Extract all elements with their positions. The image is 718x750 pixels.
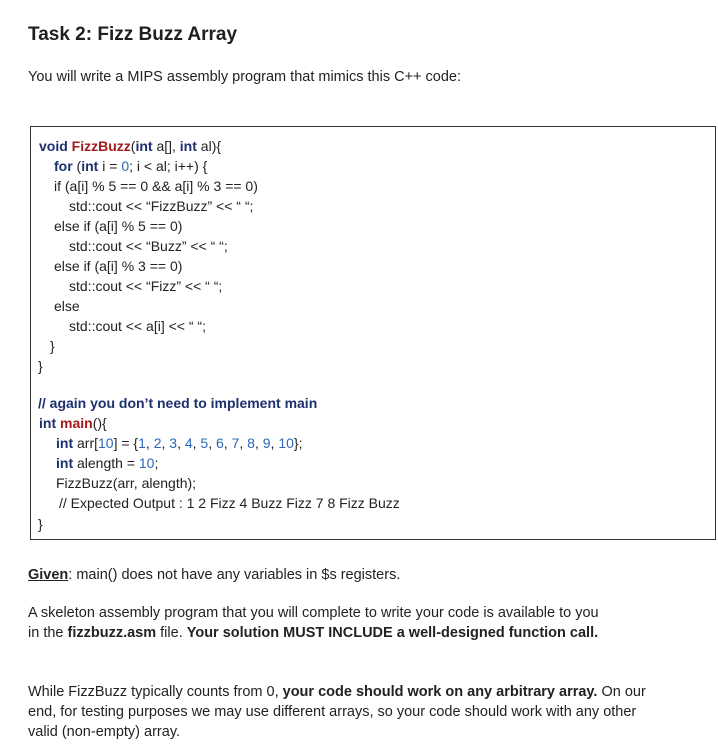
code-text: arr[ xyxy=(73,435,98,451)
skeleton-text: file. xyxy=(156,625,187,641)
code-line: std::cout << “FizzBuzz” << “ “; xyxy=(69,198,254,214)
code-line-brace: } xyxy=(50,338,55,354)
code-text: }; xyxy=(293,435,303,451)
code-line: std::cout << a[i] << “ “; xyxy=(69,318,206,334)
array-separator: , xyxy=(177,435,185,451)
given-label: Given xyxy=(28,567,69,583)
code-line-array xyxy=(56,434,302,452)
code-text: ; xyxy=(154,455,159,471)
code-text: ( xyxy=(72,158,82,174)
array-separator: , xyxy=(161,435,170,451)
intro-text: You will write a MIPS assembly program that mimics this C++ code: xyxy=(28,69,462,85)
code-text: i = xyxy=(98,158,122,174)
array-separator: , xyxy=(192,435,201,451)
skeleton-paragraph xyxy=(28,603,613,643)
code-line-brace: } xyxy=(38,358,43,374)
code-comment: // again you don’t need to implement main xyxy=(38,395,318,411)
code-keyword: void xyxy=(39,138,68,154)
skeleton-text: A skeleton assembly program that you will complete to write your code is available to you in the xyxy=(28,605,599,641)
code-text: ; i < al; i++) { xyxy=(129,158,208,174)
code-keyword: int xyxy=(56,435,74,451)
code-number: 0 xyxy=(121,158,130,174)
code-line-brace: } xyxy=(38,516,43,532)
array-value: 6 xyxy=(216,435,224,451)
array-value: 9 xyxy=(262,435,271,451)
code-line-call: FizzBuzz(arr, alength); xyxy=(56,475,197,491)
code-line-main-signature xyxy=(39,414,107,432)
skeleton-requirement: Your solution MUST INCLUDE a well-designed function call. xyxy=(186,625,599,641)
code-line-length xyxy=(56,454,158,472)
array-separator: , xyxy=(239,435,248,451)
code-text: alength = xyxy=(73,455,139,471)
code-keyword: int xyxy=(56,455,74,471)
given-paragraph xyxy=(28,565,678,585)
array-separator: , xyxy=(270,435,279,451)
code-function-name: main xyxy=(60,415,93,431)
code-line: std::cout << “Fizz” << “ “; xyxy=(69,278,223,294)
array-value: 4 xyxy=(184,435,193,451)
code-keyword: int xyxy=(81,158,99,174)
code-keyword: int xyxy=(39,415,57,431)
code-text: a[], xyxy=(152,138,180,154)
code-number: 10 xyxy=(138,455,155,471)
arbitrary-text: While FizzBuzz typically counts from 0, xyxy=(28,684,283,700)
array-value: 1 xyxy=(138,435,146,451)
code-line-signature xyxy=(39,137,221,155)
array-separator: , xyxy=(254,435,263,451)
code-text: al){ xyxy=(196,138,222,154)
arbitrary-text: On our end, for testing purposes we may use different arrays, so your code should work with any other valid (non-empty) array. xyxy=(28,684,646,740)
array-separator: , xyxy=(208,435,216,451)
code-line: if (a[i] % 5 == 0 && a[i] % 3 == 0) xyxy=(54,178,258,194)
arbitrary-paragraph xyxy=(28,682,668,742)
code-line: else if (a[i] % 3 == 0) xyxy=(54,258,183,274)
array-value: 2 xyxy=(153,435,162,451)
code-line: else if (a[i] % 5 == 0) xyxy=(54,218,183,234)
array-value: 5 xyxy=(200,435,209,451)
array-separator: , xyxy=(145,435,154,451)
array-value: 3 xyxy=(169,435,178,451)
array-value: 8 xyxy=(247,435,255,451)
code-line-expected-output: // Expected Output : 1 2 Fizz 4 Buzz Fizz 7 8 Fizz Buzz xyxy=(59,495,400,511)
array-separator: , xyxy=(223,435,232,451)
code-block xyxy=(30,126,716,540)
code-keyword: int xyxy=(179,138,197,154)
code-keyword: for xyxy=(54,158,73,174)
page-title: Task 2: Fizz Buzz Array xyxy=(28,24,238,45)
code-line-for xyxy=(54,157,207,175)
code-keyword: int xyxy=(135,138,153,154)
array-value: 10 xyxy=(278,435,294,451)
code-text: ] = { xyxy=(113,435,139,451)
array-values xyxy=(138,435,294,451)
code-text: ( xyxy=(130,138,136,154)
code-function-name: FizzBuzz xyxy=(71,138,131,154)
arbitrary-requirement: your code should work on any arbitrary array. xyxy=(282,684,598,700)
code-line: else xyxy=(54,298,80,314)
code-text: (){ xyxy=(92,415,107,431)
skeleton-filename: fizzbuzz.asm xyxy=(67,625,157,641)
code-line: std::cout << “Buzz” << “ “; xyxy=(69,238,228,254)
given-text: : main() does not have any variables in $s registers. xyxy=(68,567,401,583)
code-number: 10 xyxy=(98,435,114,451)
array-value: 7 xyxy=(231,435,240,451)
